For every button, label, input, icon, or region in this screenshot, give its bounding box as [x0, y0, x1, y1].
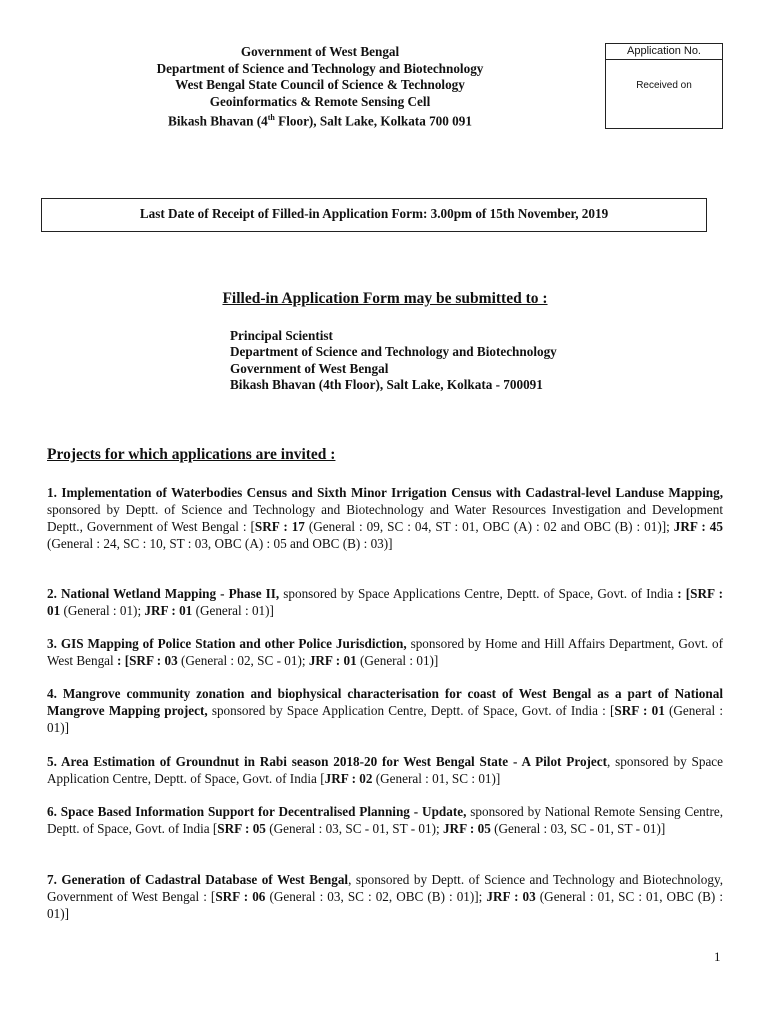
- project-sponsor: sponsored by Deptt. of Science and Technology and Biotechnology and Water Resources Investigation and Development Deptt., Government of West Bengal : [: [47, 502, 723, 534]
- project-srf-breakup: (General : 03, SC : 02, OBC (B) : 01)];: [265, 889, 487, 904]
- project-srf: SRF : 05: [217, 821, 266, 836]
- project-srf-breakup: (General : 09, SC : 04, ST : 01, OBC (A) : 02 and OBC (B) : 01)];: [304, 519, 674, 534]
- project-sponsor: sponsored by Home and Hill Affairs Department, Govt. of West Bengal: [47, 636, 723, 668]
- project-item: [47, 803, 723, 837]
- address-line: Bikash Bhavan (4th Floor), Salt Lake, Kolkata - 700091: [230, 377, 543, 393]
- project-jrf-breakup: (General : 01)]: [356, 653, 439, 668]
- header-council: West Bengal State Council of Science & Technology: [175, 77, 465, 93]
- project-srf: SRF : 01: [614, 703, 665, 718]
- project-srf-breakup: (General : 01)]: [47, 703, 723, 735]
- header-government: Government of West Bengal: [240, 44, 400, 59]
- project-srf: : [SRF : 03: [117, 653, 178, 668]
- header-address-superscript: th: [267, 113, 275, 123]
- project-jrf: JRF : 01: [144, 603, 193, 618]
- header-address-part1: Bikash Bhavan (4: [168, 113, 268, 129]
- submission-title: Filled-in Application Form may be submitted to :: [222, 290, 548, 307]
- project-jrf-breakup: (General : 24, SC : 10, ST : 03, OBC (A) : 05 and OBC (B) : 03)]: [47, 536, 393, 551]
- application-office-box: [605, 43, 723, 129]
- project-srf-breakup: (General : 03, SC - 01, ST - 01);: [265, 821, 443, 836]
- project-srf-breakup: (General : 01);: [60, 603, 145, 618]
- project-item: [47, 585, 723, 619]
- project-item: [47, 871, 723, 922]
- header-department: Department of Science and Technology and Biotechnology: [156, 60, 484, 76]
- project-sponsor: sponsored by Space Applications Centre, Deptt. of Space, Govt. of India: [279, 586, 678, 601]
- project-sponsor: sponsored by Space Application Centre, Deptt. of Space, Govt. of India : [: [207, 703, 615, 718]
- project-jrf: JRF : 05: [442, 821, 491, 836]
- project-jrf-breakup: (General : 01, SC : 01, OBC (B) : 01)]: [47, 889, 723, 921]
- project-srf: : [SRF : 01: [47, 586, 723, 618]
- project-sponsor: sponsored by National Remote Sensing Centre, Deptt. of Space, Govt. of India [: [47, 804, 723, 836]
- project-sponsor: , sponsored by Space Application Centre, Deptt. of Space, Govt. of India [: [47, 754, 723, 786]
- project-jrf: JRF : 01: [308, 653, 357, 668]
- projects-title: Projects for which applications are invited :: [47, 446, 336, 463]
- project-title: 5. Area Estimation of Groundnut in Rabi season 2018-20 for West Bengal State - A Pilot Project: [47, 754, 608, 769]
- header-address: [110, 110, 530, 130]
- project-jrf: JRF : 03: [486, 889, 536, 904]
- project-item: [47, 753, 723, 787]
- header-address-part2: Floor), Salt Lake, Kolkata 700 091: [274, 113, 472, 129]
- project-title: 3. GIS Mapping of Police Station and other Police Jurisdiction,: [47, 636, 407, 651]
- project-srf: SRF : 17: [254, 519, 305, 534]
- project-srf: SRF : 06: [215, 889, 266, 904]
- project-sponsor: , sponsored by Deptt. of Science and Technology and Biotechnology, Government of West Bengal : [: [47, 872, 723, 904]
- project-title: 7. Generation of Cadastral Database of West Bengal: [47, 872, 349, 887]
- received-on-label: Received on: [636, 80, 692, 91]
- project-srf-breakup: (General : 02, SC - 01);: [177, 653, 309, 668]
- letterhead: [110, 44, 530, 130]
- project-title: 2. National Wetland Mapping - Phase II,: [47, 586, 280, 601]
- project-jrf-breakup: (General : 03, SC - 01, ST - 01)]: [490, 821, 666, 836]
- project-title: 6. Space Based Information Support for Decentralised Planning - Update,: [47, 804, 467, 819]
- project-item: [47, 635, 723, 669]
- page-number: 1: [714, 949, 721, 964]
- project-title: 1. Implementation of Waterbodies Census and Sixth Minor Irrigation Census with Cadastral-level Landuse Mapping,: [47, 485, 723, 500]
- address-line: Department of Science and Technology and Biotechnology: [230, 344, 557, 360]
- header-cell: Geoinformatics & Remote Sensing Cell: [209, 93, 431, 109]
- address-line: Government of West Bengal: [230, 360, 389, 376]
- project-jrf-breakup: (General : 01, SC : 01)]: [372, 771, 501, 786]
- project-jrf-breakup: (General : 01)]: [192, 603, 274, 618]
- address-line: Principal Scientist: [230, 328, 333, 343]
- deadline-notice: Last Date of Receipt of Filled-in Application Form: 3.00pm of 15th November, 2019: [41, 198, 707, 232]
- project-item: [47, 484, 723, 552]
- project-item: [47, 685, 723, 736]
- application-no-label: Application No.: [606, 44, 722, 60]
- submission-address: [230, 328, 557, 394]
- project-title: 4. Mangrove community zonation and biophysical characterisation for coast of West Bengal as a part of National Mangrove Mapping project,: [47, 686, 723, 718]
- project-jrf: JRF : 45: [673, 519, 723, 534]
- project-jrf: JRF : 02: [324, 771, 373, 786]
